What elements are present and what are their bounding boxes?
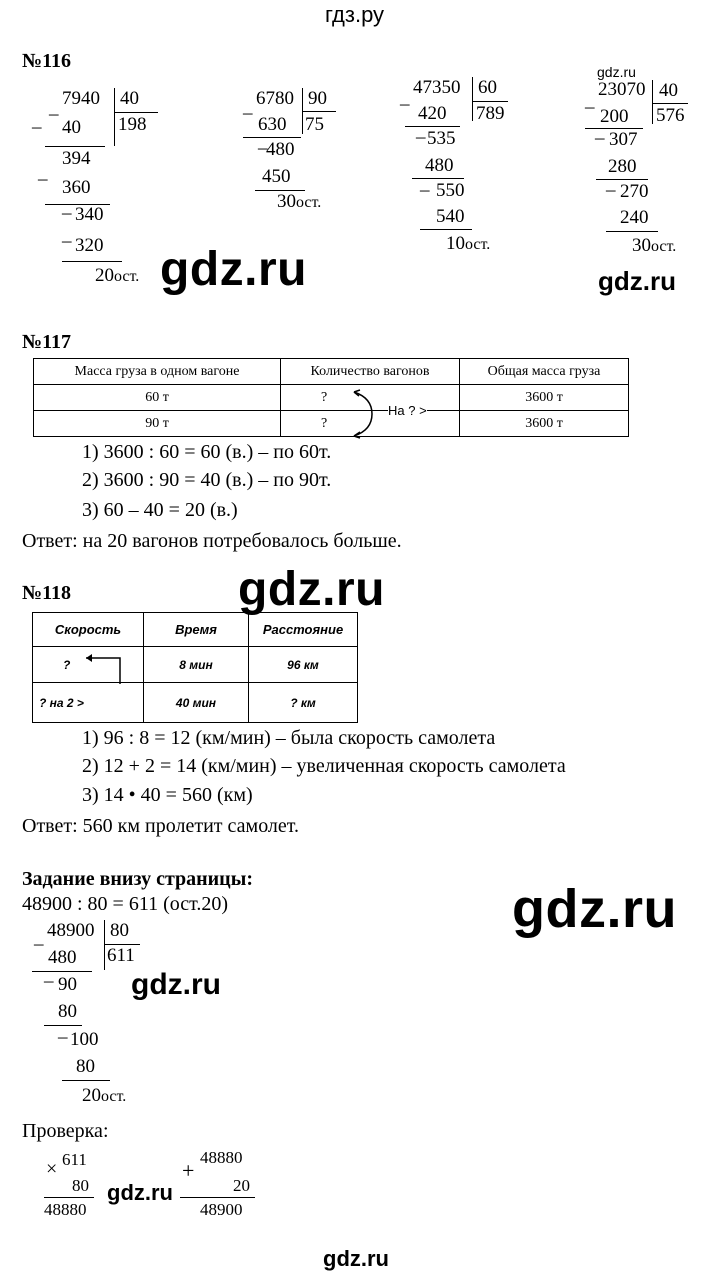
arrow-icon	[82, 650, 128, 690]
header-cell: Общая масса груза	[460, 359, 629, 385]
watermark: gdz.ru	[131, 968, 221, 1001]
addend: 48880	[200, 1148, 243, 1167]
quotient: 789	[476, 103, 505, 124]
product: 48880	[44, 1200, 87, 1219]
dividend: 7940	[62, 88, 100, 109]
quotient-line	[472, 101, 508, 102]
table-header-row	[33, 613, 358, 647]
subtrahend: 320	[75, 235, 104, 256]
step-line: 1) 96 : 8 = 12 (км/мин) – была скорость самолета	[82, 727, 496, 749]
equation: 48900 : 80 = 611 (ост.20)	[22, 893, 229, 915]
watermark: gdz.ru	[160, 243, 307, 296]
final-remainder: 10ост.	[446, 233, 491, 254]
dividend: 23070	[598, 79, 646, 100]
divisor: 40	[120, 88, 139, 109]
table-row	[34, 385, 629, 411]
table-cell: 8 мин	[144, 647, 249, 683]
minus-sign: _	[62, 196, 72, 217]
subtrahend: 80	[76, 1056, 95, 1077]
underline	[405, 126, 460, 127]
dividend: 48900	[47, 920, 95, 941]
minus-sign: _	[38, 162, 48, 183]
watermark: gdz.ru	[598, 266, 676, 296]
underline	[243, 137, 301, 138]
comparison-brace-icon	[350, 388, 380, 440]
quotient-line	[114, 112, 158, 113]
speed-table	[32, 612, 358, 723]
remainder: 394	[62, 148, 91, 169]
table-cell: ?	[281, 411, 460, 437]
quotient: 611	[107, 945, 135, 966]
table-row	[34, 411, 629, 437]
minus-sign: _	[258, 131, 268, 152]
final-remainder: 30ост.	[277, 191, 322, 212]
minus-sign: _	[595, 121, 605, 142]
watermark: gdz.ru	[323, 1246, 389, 1271]
minus-sign: _	[243, 96, 253, 117]
header-cell: Скорость	[33, 613, 144, 647]
dividend: 47350	[413, 77, 461, 98]
minus-sign: _	[32, 110, 42, 131]
table-cell: 3600 т	[460, 385, 629, 411]
step-line: 2) 12 + 2 = 14 (км/мин) – увеличенная скорость самолета	[82, 755, 566, 777]
answer-line: Ответ: 560 км пролетит самолет.	[22, 815, 300, 837]
minus-sign: _	[416, 120, 426, 141]
underline	[180, 1197, 255, 1198]
subtrahend: 240	[620, 207, 649, 228]
underline	[596, 179, 648, 180]
problem-117-title: №117	[22, 331, 71, 353]
minus-sign: _	[420, 173, 430, 194]
quotient-line	[302, 111, 336, 112]
subtrahend: 420	[418, 103, 447, 124]
underline	[62, 261, 122, 262]
brace-label: На ? >	[388, 403, 427, 418]
subtrahend: 450	[262, 166, 291, 187]
addend: 20	[233, 1176, 250, 1195]
quotient: 75	[305, 114, 324, 135]
divisor: 60	[478, 77, 497, 98]
header-cell: Масса груза в одном вагоне	[34, 359, 281, 385]
step-line: 1) 3600 : 60 = 60 (в.) – по 60т.	[82, 441, 332, 463]
multiply-sign: ×	[46, 1158, 58, 1180]
check-label: Проверка:	[22, 1120, 109, 1142]
problem-118-title: №118	[22, 582, 71, 604]
division-bar	[104, 920, 105, 970]
subtrahend: 630	[258, 114, 287, 135]
subtrahend: 200	[600, 106, 629, 127]
table-cell: 40 мин	[144, 683, 249, 723]
division-bar	[652, 80, 653, 124]
minus-sign: _	[44, 964, 54, 985]
site-header: гдз.ру	[325, 2, 385, 27]
remainder: 90	[58, 974, 77, 995]
subtrahend: 480	[48, 947, 77, 968]
table-header-row	[34, 359, 629, 385]
final-remainder: 30ост.	[632, 235, 677, 256]
subtrahend: 360	[62, 177, 91, 198]
table-cell: 3600 т	[460, 411, 629, 437]
underline	[420, 229, 472, 230]
table-cell: 96 км	[249, 647, 358, 683]
divisor: 90	[308, 88, 327, 109]
minus-sign: _	[49, 97, 59, 118]
problem-116-title: №116	[22, 50, 71, 72]
watermark-small: gdz.ru	[597, 64, 636, 80]
minus-sign: _	[34, 927, 44, 948]
final-remainder: 20ост.	[95, 265, 140, 286]
underline	[44, 1197, 94, 1198]
minus-sign: _	[58, 1020, 68, 1041]
divisor: 40	[659, 80, 678, 101]
minus-sign: _	[62, 224, 72, 245]
header-cell: Время	[144, 613, 249, 647]
minus-sign: _	[606, 173, 616, 194]
subtrahend: 540	[436, 206, 465, 227]
quotient-line	[652, 103, 688, 104]
cargo-table	[33, 358, 629, 437]
divisor: 80	[110, 920, 129, 941]
watermark: gdz.ru	[512, 879, 677, 939]
subtrahend: 280	[608, 156, 637, 177]
remainder: 307	[609, 129, 638, 150]
watermark: gdz.ru	[107, 1180, 173, 1205]
division-bar	[472, 77, 473, 121]
minus-sign: _	[400, 87, 410, 108]
remainder: 100	[70, 1029, 99, 1050]
remainder: 535	[427, 128, 456, 149]
watermark: gdz.ru	[238, 563, 385, 616]
dividend: 6780	[256, 88, 294, 109]
sum: 48900	[200, 1200, 243, 1219]
header-cell: Расстояние	[249, 613, 358, 647]
division-bar	[114, 88, 115, 146]
quotient: 576	[656, 105, 685, 126]
bottom-task-title: Задание внизу страницы:	[22, 868, 253, 890]
minus-sign: _	[585, 90, 595, 111]
underline	[606, 231, 658, 232]
factor: 80	[72, 1176, 89, 1195]
plus-sign: +	[182, 1158, 195, 1183]
table-cell: 60 т	[34, 385, 281, 411]
subtrahend: 480	[425, 155, 454, 176]
underline	[62, 1080, 110, 1081]
answer-line: Ответ: на 20 вагонов потребовалось больше.	[22, 530, 402, 552]
remainder: 270	[620, 181, 649, 202]
remainder: 550	[436, 180, 465, 201]
step-line: 3) 14 • 40 = 560 (км)	[82, 784, 253, 806]
final-remainder: 20ост.	[82, 1085, 127, 1106]
table-cell: ? км	[249, 683, 358, 723]
table-cell: ?	[281, 385, 460, 411]
underline	[32, 971, 92, 972]
remainder: 480	[266, 139, 295, 160]
header-cell: Количество вагонов	[281, 359, 460, 385]
subtrahend: 40	[62, 117, 81, 138]
step-line: 2) 3600 : 90 = 40 (в.) – по 90т.	[82, 469, 332, 491]
underline	[45, 146, 105, 147]
table-cell: ?	[33, 647, 144, 683]
quotient: 198	[118, 114, 147, 135]
step-line: 3) 60 – 40 = 20 (в.)	[82, 499, 238, 521]
factor: 611	[62, 1150, 87, 1169]
table-cell: 90 т	[34, 411, 281, 437]
table-cell: ? на 2 >	[33, 683, 144, 723]
subtrahend: 80	[58, 1001, 77, 1022]
remainder: 340	[75, 204, 104, 225]
